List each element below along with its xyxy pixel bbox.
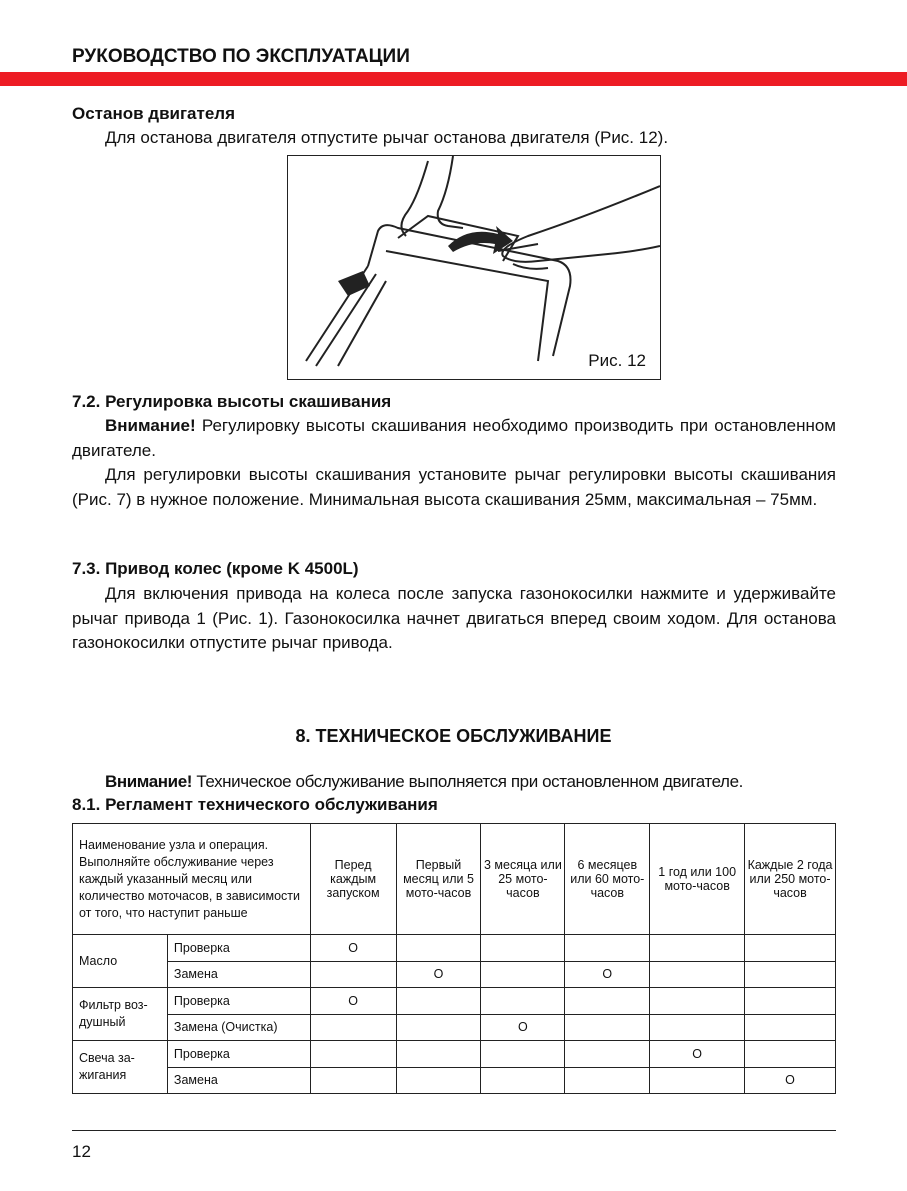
schedule-mark-cell bbox=[745, 961, 836, 988]
schedule-mark-cell bbox=[650, 935, 745, 962]
schedule-mark-cell: O bbox=[650, 1041, 745, 1068]
schedule-mark-cell bbox=[650, 1014, 745, 1041]
section-7-2-warning bbox=[72, 414, 836, 463]
schedule-mark-cell: O bbox=[310, 988, 396, 1015]
schedule-mark-cell bbox=[481, 1067, 565, 1094]
stop-heading: Останов двигателя bbox=[72, 104, 236, 123]
table-row bbox=[73, 988, 836, 1015]
schedule-mark-cell bbox=[481, 988, 565, 1015]
section-7-3-paragraph bbox=[72, 582, 836, 656]
table-header-cell: Первый месяц или 5 мото-часов bbox=[396, 824, 481, 935]
figure-12 bbox=[287, 155, 661, 380]
schedule-mark-cell bbox=[565, 935, 650, 962]
operation-cell: Проверка bbox=[167, 935, 310, 962]
schedule-mark-cell bbox=[396, 988, 481, 1015]
schedule-mark-cell bbox=[481, 1041, 565, 1068]
schedule-mark-cell: O bbox=[481, 1014, 565, 1041]
warning-label: Внимание! bbox=[105, 772, 193, 791]
figure-caption: Рис. 12 bbox=[588, 351, 646, 370]
schedule-mark-cell bbox=[396, 1067, 481, 1094]
header-red-bar bbox=[0, 72, 907, 86]
operation-cell: Замена bbox=[167, 961, 310, 988]
warning-label: Внимание! bbox=[105, 416, 196, 435]
schedule-mark-cell bbox=[650, 1067, 745, 1094]
schedule-mark-cell bbox=[565, 1041, 650, 1068]
table-header-cell: Наименование узла и операция. Выполняйте обслуживание через каждый указанный месяц или количество моточасов, в зависимости от того, что наступит раньше bbox=[73, 824, 311, 935]
warning-text: Регулировку высоты скашивания необходимо производить при остановленном двигателе. bbox=[72, 416, 836, 460]
schedule-mark-cell bbox=[745, 1041, 836, 1068]
schedule-mark-cell bbox=[481, 961, 565, 988]
section-8-warning bbox=[72, 770, 836, 795]
section-7-2-heading: 7.2. Регулировка высоты скашивания bbox=[72, 392, 392, 411]
section-8-1-heading: 8.1. Регламент технического обслуживания bbox=[72, 795, 438, 814]
table-row bbox=[73, 1014, 836, 1041]
warning-text: Техническое обслуживание выполняется при остановленном двигателе. bbox=[192, 772, 743, 791]
schedule-mark-cell bbox=[310, 961, 396, 988]
schedule-mark-cell bbox=[745, 988, 836, 1015]
table-row bbox=[73, 1067, 836, 1094]
operation-cell: Замена bbox=[167, 1067, 310, 1094]
stop-text: Для останова двигателя отпустите рычаг останова двигателя (Рис. 12). bbox=[105, 128, 669, 147]
section-7-2-paragraph bbox=[72, 463, 836, 512]
footer-rule bbox=[72, 1130, 836, 1131]
table-header-cell: Перед каждым запуском bbox=[310, 824, 396, 935]
schedule-mark-cell bbox=[396, 935, 481, 962]
component-name-cell: Свеча за-жигания bbox=[73, 1041, 168, 1094]
operation-cell: Проверка bbox=[167, 988, 310, 1015]
table-row bbox=[73, 961, 836, 988]
schedule-mark-cell: O bbox=[745, 1067, 836, 1094]
stop-paragraph bbox=[72, 126, 836, 151]
schedule-mark-cell bbox=[650, 988, 745, 1015]
operation-cell: Проверка bbox=[167, 1041, 310, 1068]
schedule-mark-cell bbox=[310, 1067, 396, 1094]
table-row bbox=[73, 935, 836, 962]
schedule-mark-cell bbox=[565, 1014, 650, 1041]
table-header-cell: 6 месяцев или 60 мото-часов bbox=[565, 824, 650, 935]
schedule-mark-cell: O bbox=[565, 961, 650, 988]
schedule-mark-cell bbox=[745, 935, 836, 962]
document-header-title: РУКОВОДСТВО ПО ЭКСПЛУАТАЦИИ bbox=[72, 46, 410, 67]
component-name-cell: Масло bbox=[73, 935, 168, 988]
schedule-mark-cell bbox=[565, 1067, 650, 1094]
schedule-mark-cell bbox=[310, 1014, 396, 1041]
maintenance-schedule-table bbox=[72, 823, 836, 1094]
section-7-2-text: Для регулировки высоты скашивания установите рычаг регулировки высоты скашивания (Рис. 7) в нужное положение. Минимальная высота скашивания 25мм, максимальная – 75мм. bbox=[72, 465, 836, 509]
schedule-mark-cell bbox=[396, 1014, 481, 1041]
mower-handle-illustration bbox=[288, 156, 660, 378]
table-header-cell: 3 месяца или 25 мото-часов bbox=[481, 824, 565, 935]
schedule-mark-cell bbox=[310, 1041, 396, 1068]
section-8-heading: 8. ТЕХНИЧЕСКОЕ ОБСЛУЖИВАНИЕ bbox=[295, 726, 612, 746]
schedule-mark-cell bbox=[565, 988, 650, 1015]
table-header-row bbox=[73, 824, 836, 935]
schedule-mark-cell bbox=[745, 1014, 836, 1041]
section-7-3-heading: 7.3. Привод колес (кроме K 4500L) bbox=[72, 559, 359, 578]
table-row bbox=[73, 1041, 836, 1068]
page-number: 12 bbox=[72, 1142, 91, 1161]
table-header-cell: Каждые 2 года или 250 мото-часов bbox=[745, 824, 836, 935]
schedule-mark-cell: O bbox=[396, 961, 481, 988]
table-header-cell: 1 год или 100 мото-часов bbox=[650, 824, 745, 935]
schedule-mark-cell: O bbox=[310, 935, 396, 962]
schedule-mark-cell bbox=[650, 961, 745, 988]
section-7-3-text: Для включения привода на колеса после запуска газонокосилки нажмите и удерживайте рычаг привода 1 (Рис. 1). Газонокосилка начнет двигаться вперед своим ходом. Для останова газонокосилки отпустите рычаг привода. bbox=[72, 584, 836, 652]
operation-cell: Замена (Очистка) bbox=[167, 1014, 310, 1041]
schedule-mark-cell bbox=[396, 1041, 481, 1068]
component-name-cell: Фильтр воз-душный bbox=[73, 988, 168, 1041]
schedule-mark-cell bbox=[481, 935, 565, 962]
